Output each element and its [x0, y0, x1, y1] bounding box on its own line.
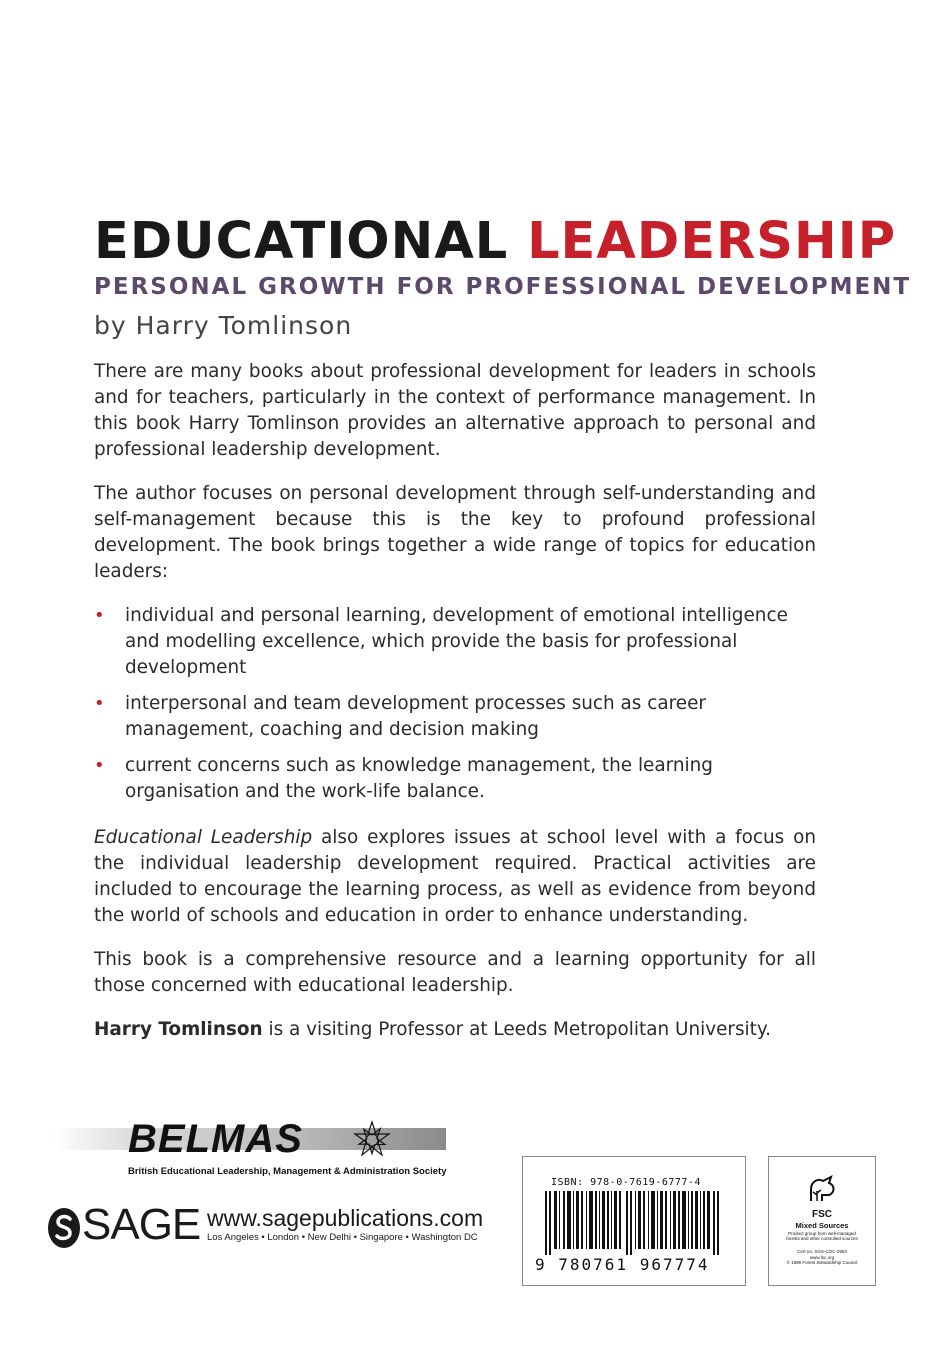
- belmas-wordmark: BELMAS: [128, 1117, 303, 1161]
- sage-website[interactable]: www.sagepublications.com: [207, 1205, 484, 1231]
- barcode-panel: [522, 1156, 746, 1286]
- blurb-paragraph-1: There are many books about professional development for leaders in schools and for teachers, particularly in the context of performance management. In this book Harry Tomlinson provides an alternative approach to personal and professional leadership development.: [94, 361, 816, 460]
- author-byline: by Harry Tomlinson: [94, 311, 353, 340]
- bullet-icon: •: [94, 693, 105, 714]
- bullet-icon: •: [94, 755, 105, 776]
- star-rosette-icon: [352, 1120, 392, 1160]
- author-bio: Harry Tomlinson is a visiting Professor at Leeds Metropolitan University.: [94, 1019, 771, 1040]
- fsc-description: Product group from well-managed forests and other controlled sources: [786, 1231, 858, 1241]
- barcode-icon: [531, 1191, 737, 1255]
- bullet-icon: •: [94, 605, 105, 626]
- book-subtitle: PERSONAL GROWTH FOR PROFESSIONAL DEVELOPMENT: [94, 274, 912, 300]
- fsc-mixed-sources: Mixed Sources: [795, 1221, 849, 1230]
- topic-list-item: • current concerns such as knowledge management, the learning organisation and the work-life balance.: [94, 755, 713, 802]
- blurb-paragraph-3: Educational Leadership also explores issues at school level with a focus on the individual leadership development required. Practical activities are included to encourage the learning process, as well as evidence from beyond the world of schools and education in order to enhance understanding.: [94, 827, 817, 926]
- topic-list-item: • individual and personal learning, development of emotional intelligence and modelling excellence, which provide the basis for professional development: [94, 605, 788, 678]
- sage-s-icon: [46, 1206, 82, 1250]
- fsc-certification: Cert no. SGS-COC-2953 www.fsc.org © 1996 Forest Stewardship Council: [786, 1249, 858, 1265]
- isbn-label: ISBN: 978-0-7619-6777-4: [551, 1177, 701, 1188]
- sage-wordmark: SAGE: [82, 1200, 201, 1249]
- fsc-panel: [768, 1156, 876, 1286]
- fsc-label: FSC: [812, 1209, 832, 1220]
- topic-list-item: • interpersonal and team development processes such as career management, coaching and decision making: [94, 693, 706, 740]
- barcode-number: 9 780761 967774: [535, 1255, 710, 1274]
- book-title: [94, 212, 896, 272]
- book-title-italic: Educational Leadership: [94, 827, 313, 848]
- fsc-tree-icon: [805, 1175, 839, 1205]
- sage-locations: Los Angeles • London • New Delhi • Singapore • Washington DC: [207, 1232, 478, 1243]
- author-name: Harry Tomlinson: [94, 1019, 263, 1040]
- blurb: [94, 359, 816, 1061]
- blurb-paragraph-4: This book is a comprehensive resource and a learning opportunity for all those concerned with educational leadership.: [94, 949, 816, 996]
- belmas-full-name: British Educational Leadership, Management & Administration Society: [128, 1166, 447, 1177]
- title-part-leadership: LEADERSHIP: [527, 212, 897, 271]
- blurb-paragraph-2: The author focuses on personal development through self-understanding and self-management because this is the key to profound professional development. The book brings together a wide range of topics for education leaders:: [94, 483, 816, 582]
- title-part-educational: EDUCATIONAL: [94, 212, 509, 271]
- topic-list: [94, 603, 816, 805]
